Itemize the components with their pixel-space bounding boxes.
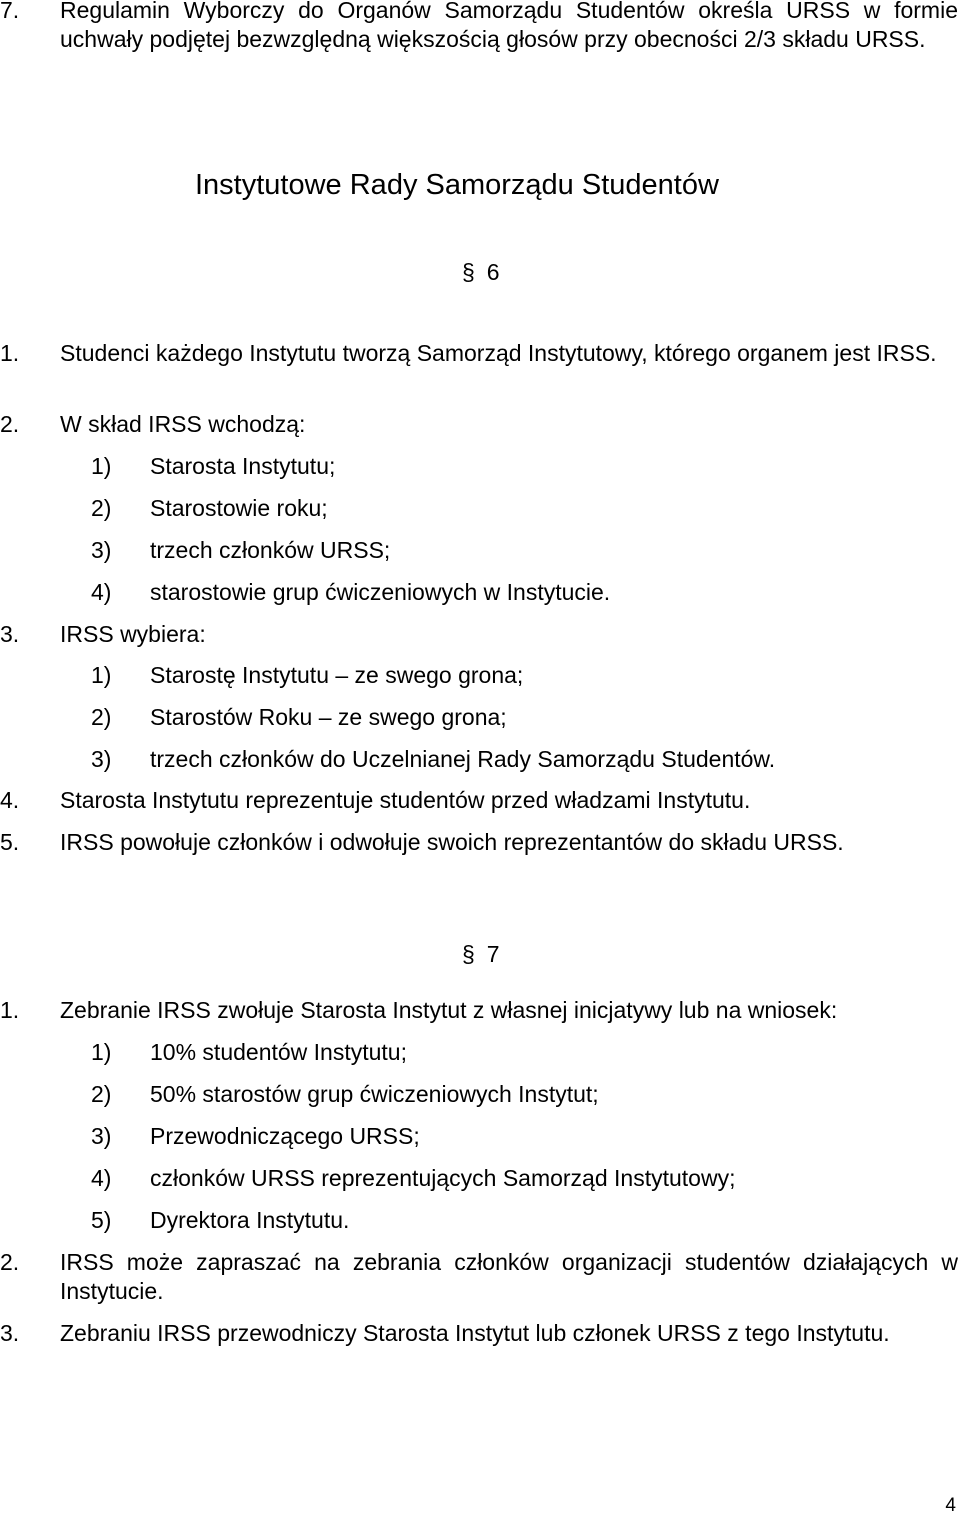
item-number: 3.: [0, 1320, 20, 1346]
section-sign-icon: §: [462, 941, 475, 967]
page-number: 4: [945, 1495, 956, 1516]
item-text: Starosta Instytutu reprezentuje studentów przed władzami Instytutu.: [60, 787, 751, 813]
item-number: 3.: [0, 621, 20, 647]
item-number: 2.: [0, 411, 20, 437]
paragraph-mark-7: [462, 940, 500, 969]
item-text: IRSS powołuje członków i odwołuje swoich reprezentantów do składu URSS.: [60, 829, 844, 855]
item-text: IRSS wybiera:: [60, 621, 206, 647]
item-text: Regulamin Wyborczy do Organów Samorządu Studentów określa URSS w formie uchwały podjętej bezwzględną większością głosów przy obecności 2/3 składu URSS.: [60, 0, 958, 52]
item-text: Studenci każdego Instytutu tworzą Samorząd Instytutowy, którego organem jest IRSS.: [60, 340, 937, 366]
list-item: [0, 339, 960, 368]
item-number: 5.: [0, 829, 20, 855]
list-item: [0, 1319, 960, 1348]
list-item: [0, 786, 960, 815]
item-text: Zebraniu IRSS przewodniczy Starosta Instytut lub członek URSS z tego Instytutu.: [60, 1320, 890, 1346]
list-item: [0, 828, 960, 857]
list-item: [0, 996, 960, 1025]
item-text: IRSS może zapraszać na zebrania członków organizacji studentów działających w Instytucie.: [60, 1249, 958, 1304]
section-sign-icon: §: [462, 259, 475, 285]
item-number: 1.: [0, 340, 20, 366]
item-number: 4.: [0, 787, 20, 813]
list-item: [0, 0, 960, 54]
item-number: 1.: [0, 997, 20, 1023]
item-text: W skład IRSS wchodzą:: [60, 411, 306, 437]
list-item: [0, 1248, 960, 1306]
item-number: 7.: [0, 0, 20, 23]
item-number: 2.: [0, 1249, 20, 1275]
paragraph-number: 6: [486, 259, 500, 285]
item-text: Zebranie IRSS zwołuje Starosta Instytut z własnej inicjatywy lub na wniosek:: [60, 997, 838, 1023]
paragraph-number: 7: [486, 941, 500, 967]
document-page: 7. Regulamin Wyborczy do Organów Samorządu Studentów określa URSS w formie uchwały podjętej bezwzględną większością głosów przy obecności 2/3 składu URSS. Instytutowe Rady Samorządu Studentów § 6 1. Studenci każdego Instytutu tworzą Samorząd Instytutowy, którego organem jest IRSS. 2. W skład IRSS wchodzą: 1) Starosta Instytutu; 2) Starostowie roku; 3) trzech członków URSS; 4) starostowie grup ćwiczeniowych w Instytucie. 3. IRSS wybiera: 1) Starostę Instytutu – ze swego grona; 2) Starostów Roku – ze swego grona; 3) trzech członków do Uczelnianej Rady Samorządu Studentów. 4. Starosta Instytutu reprezentuje studentów przed władzami Instytutu. 5. IRSS powołuje członków i odwołuje swoich reprezentantów do składu URSS. § 7 1. Zebranie IRSS zwołuje Starosta Instytut z własnej inicjatywy lub na wniosek: 1) 10% studentów Instytutu; 2) 50% starostów grup ćwiczeniowych Instytut; 3) Przewodniczącego URSS; 4) członków URSS reprezentujących Samorząd Instytutowy; 5) Dyrektora Instytutu. 2. IRSS może zapraszać na zebrania członków organizacji studentów działających w Instytucie. 3. Zebraniu IRSS przewodniczy Starosta Instytut lub członek URSS z tego Instytutu. 4: [0, 0, 960, 1521]
list-item: [0, 620, 960, 649]
paragraph-mark-6: [462, 258, 500, 287]
list-item: [0, 410, 960, 439]
